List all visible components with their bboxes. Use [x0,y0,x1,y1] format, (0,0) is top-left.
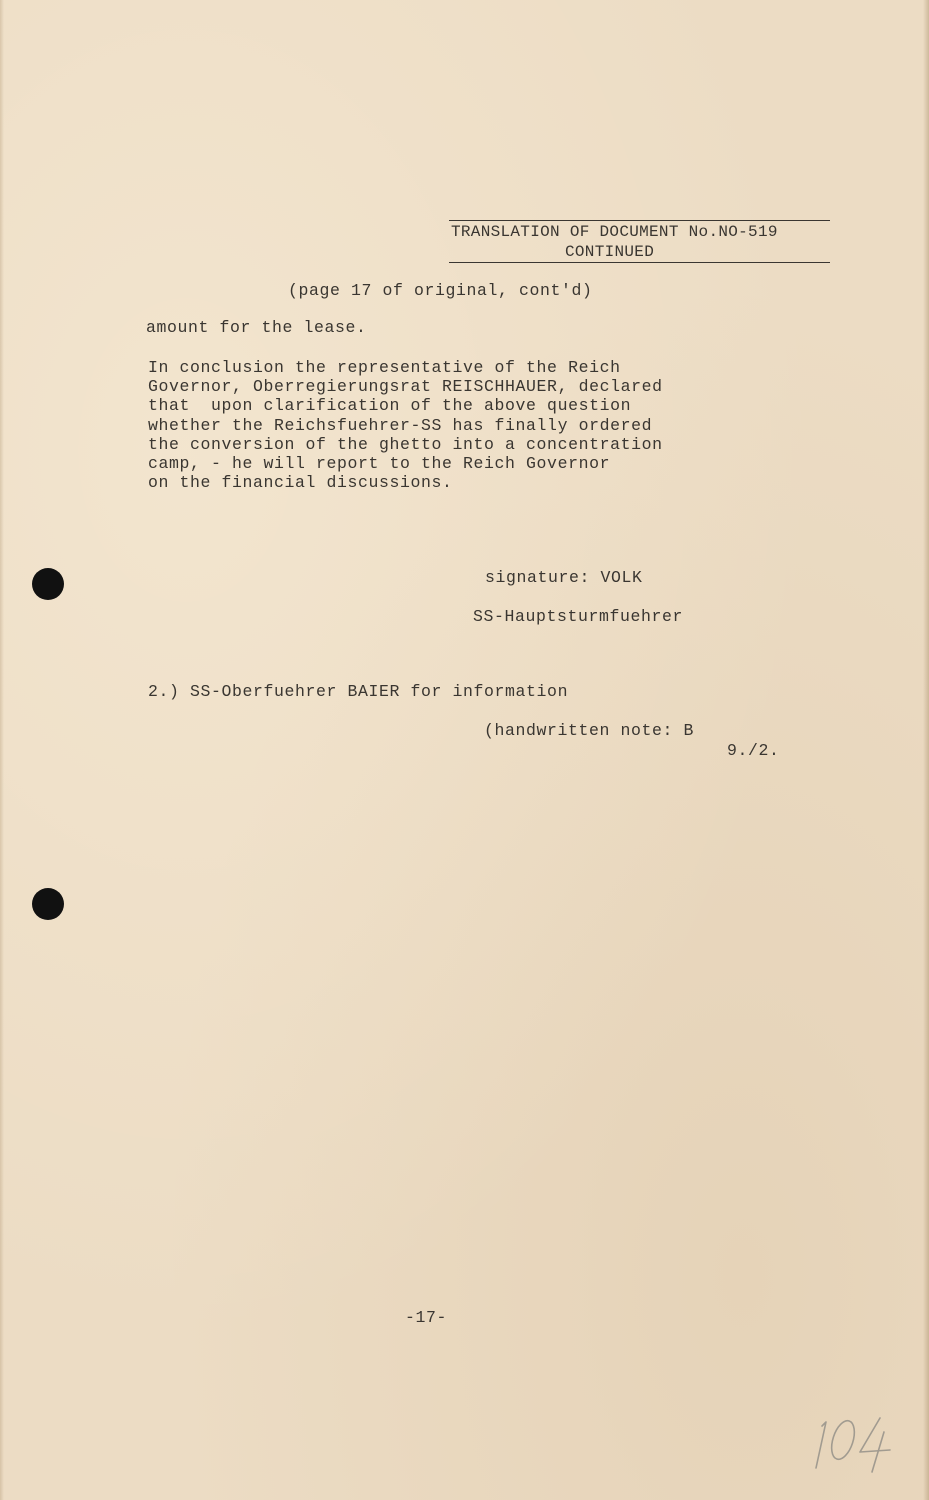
page-reference: (page 17 of original, cont'd) [288,281,593,300]
header-continued: CONTINUED [565,243,655,261]
date-note: 9./2. [727,741,780,760]
handwritten-page-number [808,1410,898,1475]
document-header [449,220,830,264]
paragraph-line: camp, - he will report to the Reich Governor [148,454,611,474]
paragraph-line: on the financial discussions. [148,473,453,493]
distribution-item-2: 2.) SS-Oberfuehrer BAIER for information [148,682,569,701]
punch-hole-top [32,568,64,600]
punch-hole-bottom [32,888,64,920]
paragraph-line: the conversion of the ghetto into a concentration [148,434,663,454]
body-paragraph [148,358,663,492]
page-number: -17- [405,1308,448,1327]
header-bottom-rule [449,262,830,263]
header-top-rule [449,220,830,221]
signature-rank: SS-Hauptsturmfuehrer [473,607,684,626]
paragraph-line: Governor, Oberregierungsrat REISCHHAUER, declared [148,377,663,397]
paragraph-line: whether the Reichsfuehrer-SS has finally ordered [148,415,653,435]
text-fragment: amount for the lease. [146,318,367,337]
signature-line: signature: VOLK [485,568,643,587]
page-edge-left [0,0,4,1500]
page-edge-right [923,0,929,1500]
paragraph-line: that upon clarification of the above question [148,396,632,416]
header-title: TRANSLATION OF DOCUMENT No.NO-519 [451,223,778,241]
handwritten-note: (handwritten note: B [484,721,695,740]
paragraph-line: In conclusion the representative of the Reich [148,358,621,377]
